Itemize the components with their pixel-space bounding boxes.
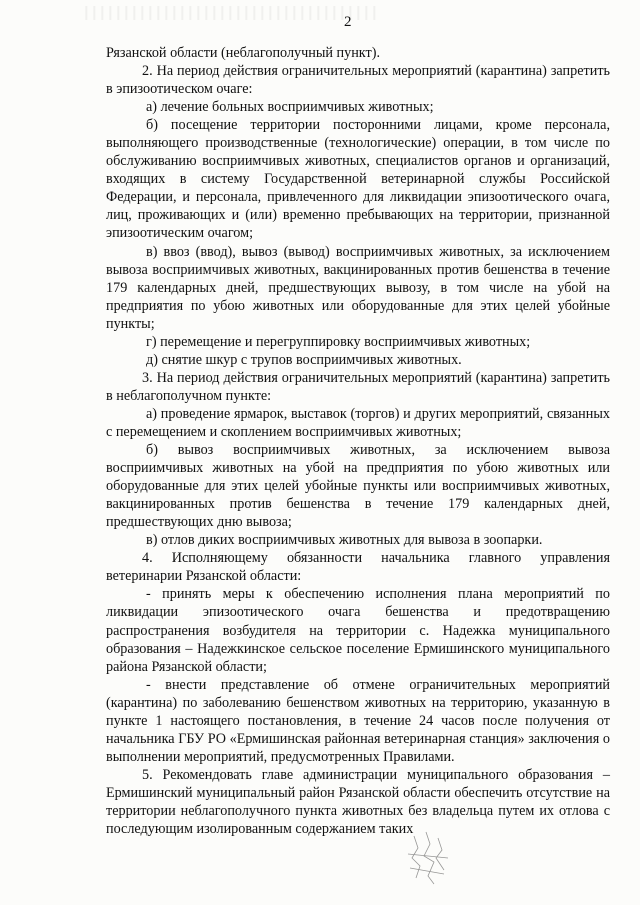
paragraph-subitem-2e: д) снятие шкур с трупов восприимчивых животных. xyxy=(146,351,462,368)
paragraph-subitem-3b: б) вывоз восприимчивых животных, за исключением вывоза восприимчивых животных на убой на предприятия по убою животных или оборудованные для этих целей убойные пункты или восприимчивых животных, вакцинированных против бешенства в течение 179 календарных дней, предшествующих дню вывоза; xyxy=(106,442,610,531)
paragraph-bullet-4-1: - принять меры к обеспечению исполнения плана мероприятий по ликвидации эпизоотического очага бешенства и предотвращению распространения возбудителя на территории с. Надежка муниципального образования – Надежкинское сельское поселение Ермишинского муниципального района Рязанской области; xyxy=(106,586,610,675)
paragraph-item-4: 4. Исполняющему обязанности начальника главного управления ветеринарии Рязанской области: xyxy=(106,550,610,585)
paragraph-subitem-2d: г) перемещение и перегруппировку восприимчивых животных; xyxy=(146,333,531,350)
paragraph-item-5: 5. Рекомендовать главе администрации муниципального образования – Ермишинский муниципальный район Рязанской области обеспечить отсутствие на территории неблагополучного пункта животных без владельца путем их отлова с последующим изолированным содержанием таких xyxy=(106,766,610,838)
ink-mark-icon xyxy=(404,828,452,888)
scan-artifact xyxy=(80,6,380,20)
paragraph-bullet-4-2: - внести представление об отмене ограничительных мероприятий (карантина) по заболеванию бешенством животных на территорию, указанную в пункте 1 настоящего постановления, в течение 24 часов после получения от начальника ГБУ РО «Ермишинская районная ветеринарная станция» заключения о выполнении мероприятий, предусмотренных Правилами. xyxy=(106,676,610,765)
document-body xyxy=(106,44,610,838)
paragraph-continuation: Рязанской области (неблагополучный пункт). xyxy=(106,45,380,61)
paragraph-subitem-3a: а) проведение ярмарок, выставок (торгов) и других мероприятий, связанных с перемещением и скоплением восприимчивых животных; xyxy=(106,405,610,440)
paragraph-item-3: 3. На период действия ограничительных мероприятий (карантина) запретить в неблагополучном пункте: xyxy=(106,369,610,404)
paragraph-subitem-2c: в) ввоз (ввод), вывоз (вывод) восприимчивых животных, за исключением вывоза восприимчивых животных, вакцинированных против бешенства в течение 179 календарных дней, предшествующих вывозу, в том числе на убой на предприятия по убою животных или оборудованные для этих целей убойные пункты; xyxy=(106,243,610,332)
paragraph-subitem-2a: а) лечение больных восприимчивых животных; xyxy=(146,99,434,116)
paragraph-subitem-2b: б) посещение территории посторонними лицами, кроме персонала, выполняющего производственные (технологические) операции, в том числе по обслуживанию восприимчивых животных, специалистов органов и организаций, входящих в систему Государственной ветеринарной службы Российской Федерации, и персонала, привлеченного для ликвидации эпизоотического очага, лиц, проживающих и (или) временно пребывающих на территории, признанной эпизоотическим очагом; xyxy=(106,117,610,242)
page-number: 2 xyxy=(344,14,352,30)
paragraph-item-2: 2. На период действия ограничительных мероприятий (карантина) запретить в эпизоотическом очаге: xyxy=(106,63,610,98)
paragraph-subitem-3c: в) отлов диких восприимчивых животных для вывоза в зоопарки. xyxy=(146,532,543,549)
